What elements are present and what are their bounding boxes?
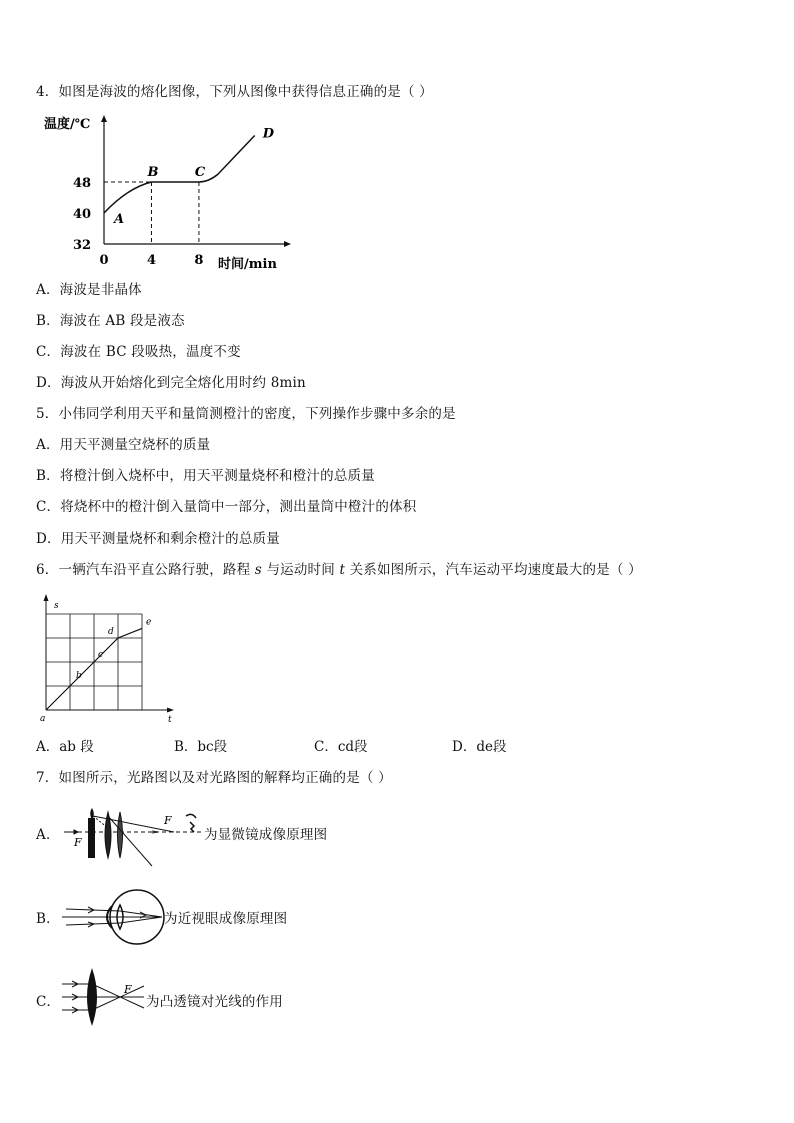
q6-stem	[36, 561, 642, 579]
object-candle	[88, 818, 95, 858]
point-label: d	[108, 627, 114, 637]
distance-time-graph-marks	[40, 617, 151, 724]
q6-option-b[interactable]: B．bc段	[174, 739, 228, 755]
q4-option-c[interactable]: C．海波在 BC 段吸热，温度不变	[36, 344, 241, 360]
q4-option-d[interactable]: D．海波从开始熔化到完全熔化用时约 8min	[36, 375, 306, 391]
x-tick-label: 8	[194, 253, 204, 268]
q5-stem: 5．小伟同学利用天平和量筒测橙汁的密度，下列操作步骤中多余的是	[36, 406, 456, 422]
q6-stem-s: s	[254, 562, 262, 578]
q6-stem-part2: 与运动时间	[266, 562, 335, 578]
q6-option-d[interactable]: D．de段	[452, 739, 507, 755]
focus-label-left: F	[74, 836, 82, 849]
q4-option-b[interactable]: B．海波在 AB 段是液态	[36, 313, 185, 329]
convex-lens-diagram	[62, 966, 152, 1028]
point-label: C	[194, 165, 206, 180]
focus-label-right: F	[164, 814, 172, 827]
eye-icon	[186, 814, 196, 818]
q6-stem-t: t	[339, 562, 346, 578]
x-axis-arrow	[167, 708, 174, 713]
q7-option-b-caption: 为近视眼成像原理图	[164, 911, 288, 927]
q4-stem: 4．如图是海波的熔化图像，下列从图像中获得信息正确的是（ ）	[36, 84, 433, 100]
melting-graph-marks	[104, 127, 275, 245]
q4-option-a[interactable]: A．海波是非晶体	[36, 282, 142, 298]
q6-stem-part1: 6．一辆汽车沿平直公路行驶，路程	[36, 562, 251, 578]
distance-time-graph-axes	[44, 594, 175, 725]
x-tick-label: 0	[99, 253, 109, 268]
q7-option-a-caption: 为显微镜成像原理图	[204, 827, 328, 843]
q7-option-c-letter[interactable]: C．	[36, 994, 61, 1010]
y-axis-label: s	[54, 601, 59, 611]
y-tick-label: 32	[72, 238, 92, 253]
point-label: c	[98, 650, 104, 660]
q5-option-a[interactable]: A．用天平测量空烧杯的质量	[36, 437, 211, 453]
y-axis-arrow	[101, 115, 107, 122]
point-label: a	[40, 714, 46, 724]
focus-label-c: F	[124, 983, 132, 996]
q5-option-c[interactable]: C．将烧杯中的橙汁倒入量筒中一部分，测出量筒中橙汁的体积	[36, 499, 417, 515]
point-label: b	[76, 671, 82, 681]
q5-option-b[interactable]: B．将橙汁倒入烧杯中，用天平测量烧杯和橙汁的总质量	[36, 468, 375, 484]
x-tick-label: 4	[146, 253, 156, 268]
q7-option-b-letter[interactable]: B．	[36, 911, 60, 927]
point-label: e	[146, 617, 152, 628]
q6-option-a[interactable]: A．ab 段	[36, 739, 94, 755]
microscope-ray-diagram	[62, 806, 207, 872]
melting-curve	[104, 136, 255, 214]
q7-stem: 7．如图所示，光路图以及对光路图的解释均正确的是（ ）	[36, 770, 392, 786]
point-label: D	[262, 126, 274, 142]
x-axis-label: t	[168, 715, 172, 725]
y-tick-label: 48	[72, 176, 92, 191]
q6-option-c[interactable]: C．cd段	[314, 739, 368, 755]
point-label: A	[114, 212, 125, 227]
y-tick-label: 40	[72, 207, 92, 222]
myopia-eye-diagram	[62, 887, 172, 947]
melting-graph-axes	[44, 115, 291, 272]
distance-time-graph	[36, 592, 176, 727]
melting-graph	[36, 110, 296, 275]
x-axis-label: 时间/min	[218, 257, 277, 272]
y-axis-arrow	[44, 594, 49, 601]
q7-option-a-letter[interactable]: A．	[36, 827, 60, 843]
q7-option-c-caption: 为凸透镜对光线的作用	[146, 994, 283, 1010]
x-axis-arrow	[284, 241, 291, 247]
y-axis-label: 温度/℃	[44, 117, 91, 132]
eyepiece-lens	[118, 812, 123, 858]
q5-option-d[interactable]: D．用天平测量烧杯和剩余橙汁的总质量	[36, 531, 280, 547]
point-label: B	[147, 165, 159, 180]
q6-stem-part3: 关系如图所示，汽车运动平均速度最大的是（ ）	[349, 562, 642, 578]
